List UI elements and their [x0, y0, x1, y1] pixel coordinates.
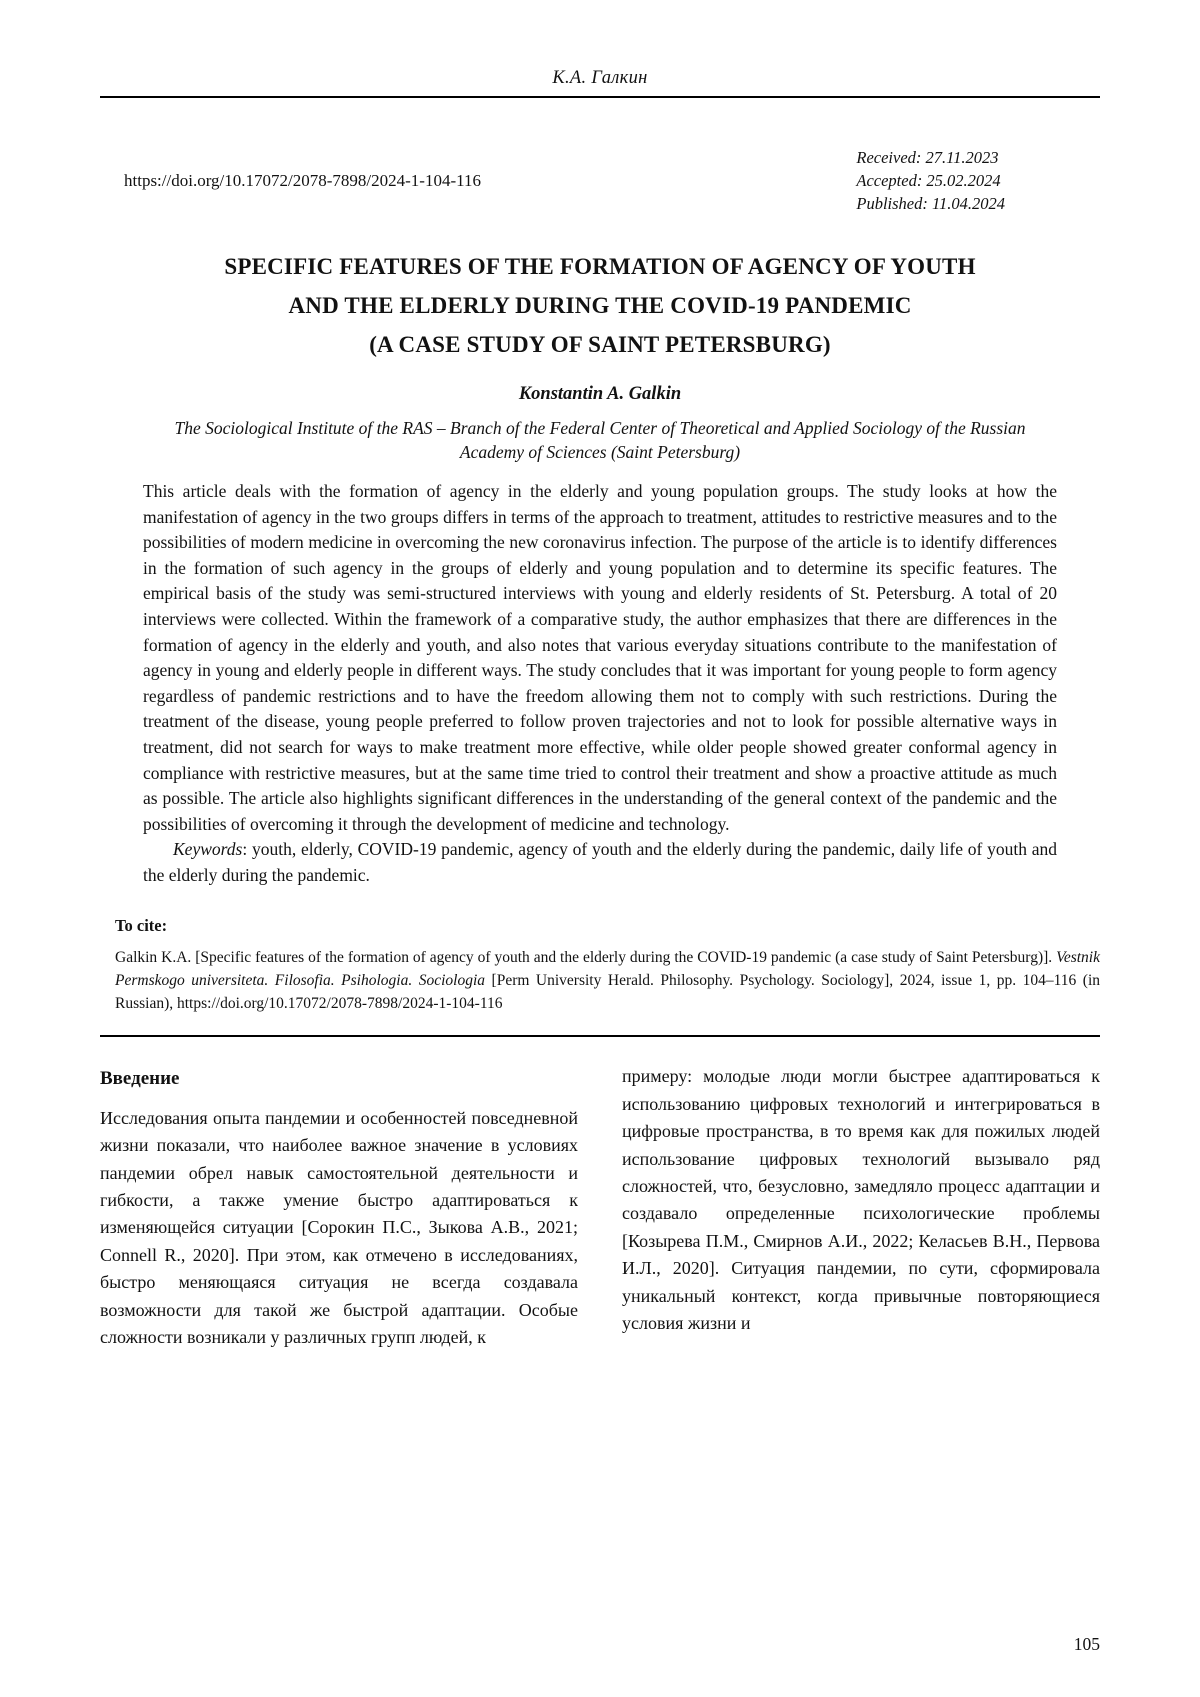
citation-authors-title: Galkin K.A. [Specific features of the formation of agency of youth and the elderly during the COVID-19 pandemic (a case study of Saint Petersburg)]. [115, 948, 1057, 966]
meta-row [100, 146, 1100, 215]
accepted-date: Accepted: 25.02.2024 [856, 171, 1001, 190]
citation-source-italic: Vestnik Permskogo universiteta. Filosofia. Psihologia. Sociologia [115, 948, 1100, 989]
two-column-body [100, 1063, 1100, 1351]
intro-paragraph-right: примеру: молодые люди могли быстрее адаптироваться к использованию цифровых технологий и интегрироваться в цифровые пространства, в то время как для пожилых людей использование цифровых технологий вызывало ряд сложностей, что, безусловно, замедляло процесс адаптации и создавало определенные психологические проблемы [Козырева П.М., Смирнов А.И., 2022; Келасьев В.Н., Первова И.Л., 2020]. Ситуация пандемии, по сути, сформировала уникальный контекст, когда привычные повторяющиеся условия жизни и [622, 1066, 1100, 1334]
right-column [622, 1063, 1100, 1351]
running-head: К.А. Галкин [552, 68, 648, 88]
article-title-line-1: SPECIFIC FEATURES OF THE FORMATION OF AGENCY OF YOUTH [224, 254, 976, 279]
keywords-text: : youth, elderly, COVID-19 pandemic, agency of youth and the elderly during the pandemic, daily life of youth and the elderly during the pandemic. [143, 839, 1057, 885]
section-divider-rule [100, 1035, 1100, 1037]
citation-details: [Perm University Herald. Philosophy. Psychology. Sociology], 2024, issue 1, pp. 104–116 (in Russian), https://doi.org/10.17072/2078-7898/2024-1-104-116 [115, 971, 1101, 1013]
intro-paragraph-left: Исследования опыта пандемии и особенностей повседневной жизни показали, что наиболее важное значение в условиях пандемии обрел навык самостоятельной деятельности и гибкости, а также умение быстро адаптироваться к изменяющейся ситуации [Сорокин П.С., Зыкова А.В., 2021; Connell R., 2020]. При этом, как отмечено в исследованиях, быстро меняющаяся ситуация не всегда создавала возможности для такой же быстрой адаптации. Особые сложности возникали у различных групп людей, к [100, 1107, 578, 1348]
dates-block [856, 146, 1005, 215]
published-date: Published: 11.04.2024 [856, 194, 1005, 213]
abstract-text: This article deals with the formation of agency in the elderly and young population groups. The study looks at how the manifestation of agency in the two groups differs in terms of the approach to treatment, attitudes to restrictive measures and to the possibilities of modern medicine in overcoming the new coronavirus infection. The purpose of the article is to identify differences in the formation of such agency in the groups of elderly and young population and to determine its specific features. The empirical basis of the study was semi-structured interviews with young and elderly residents of St. Petersburg. A total of 20 interviews were collected. Within the framework of a comparative study, the author emphasizes that there are differences in the formation of agency in the elderly and youth, and also notes that various everyday situations contribute to the manifestation of agency in young and elderly people in different ways. The study concludes that it was important for young people to form agency regardless of pandemic restrictions and to have the freedom allowing them not to comply with such restrictions. During the treatment of the disease, young people preferred to follow proven trajectories and not to look for possible alternative ways in treatment, did not search for ways to make treatment more effective, while older people showed greater conformal agency in compliance with restrictive measures, but at the same time tried to control their treatment and show a proactive attitude as much as possible. The article also highlights significant differences in the understanding of the general context of the pandemic and the possibilities of overcoming it through the development of medicine and technology. [143, 481, 1057, 834]
keywords-paragraph [143, 837, 1057, 888]
article-title-line-2: AND THE ELDERLY DURING THE COVID-19 PANDEMIC [288, 293, 912, 318]
keywords-label: Keywords [173, 839, 243, 860]
article-title-line-3: (A CASE STUDY OF SAINT PETERSBURG) [369, 332, 831, 357]
page-header [100, 68, 1100, 98]
left-column [100, 1063, 578, 1351]
page-number: 105 [1073, 1634, 1100, 1654]
introduction-heading: Введение [100, 1068, 180, 1090]
to-cite-label: To cite: [115, 915, 168, 935]
abstract-block [143, 479, 1057, 889]
doi-link[interactable]: https://doi.org/10.17072/2078-7898/2024-1-104-116 [124, 170, 481, 190]
received-date: Received: 27.11.2023 [856, 148, 999, 167]
header-rule [100, 96, 1100, 98]
article-title [100, 247, 1100, 364]
author-name: Konstantin A. Galkin [518, 384, 682, 404]
citation-paragraph [115, 946, 1100, 1016]
author-affiliation: The Sociological Institute of the RAS – Branch of the Federal Center of Theoretical and Applied Sociology of the Russian Academy of Sciences (Saint Petersburg) [174, 418, 1026, 462]
